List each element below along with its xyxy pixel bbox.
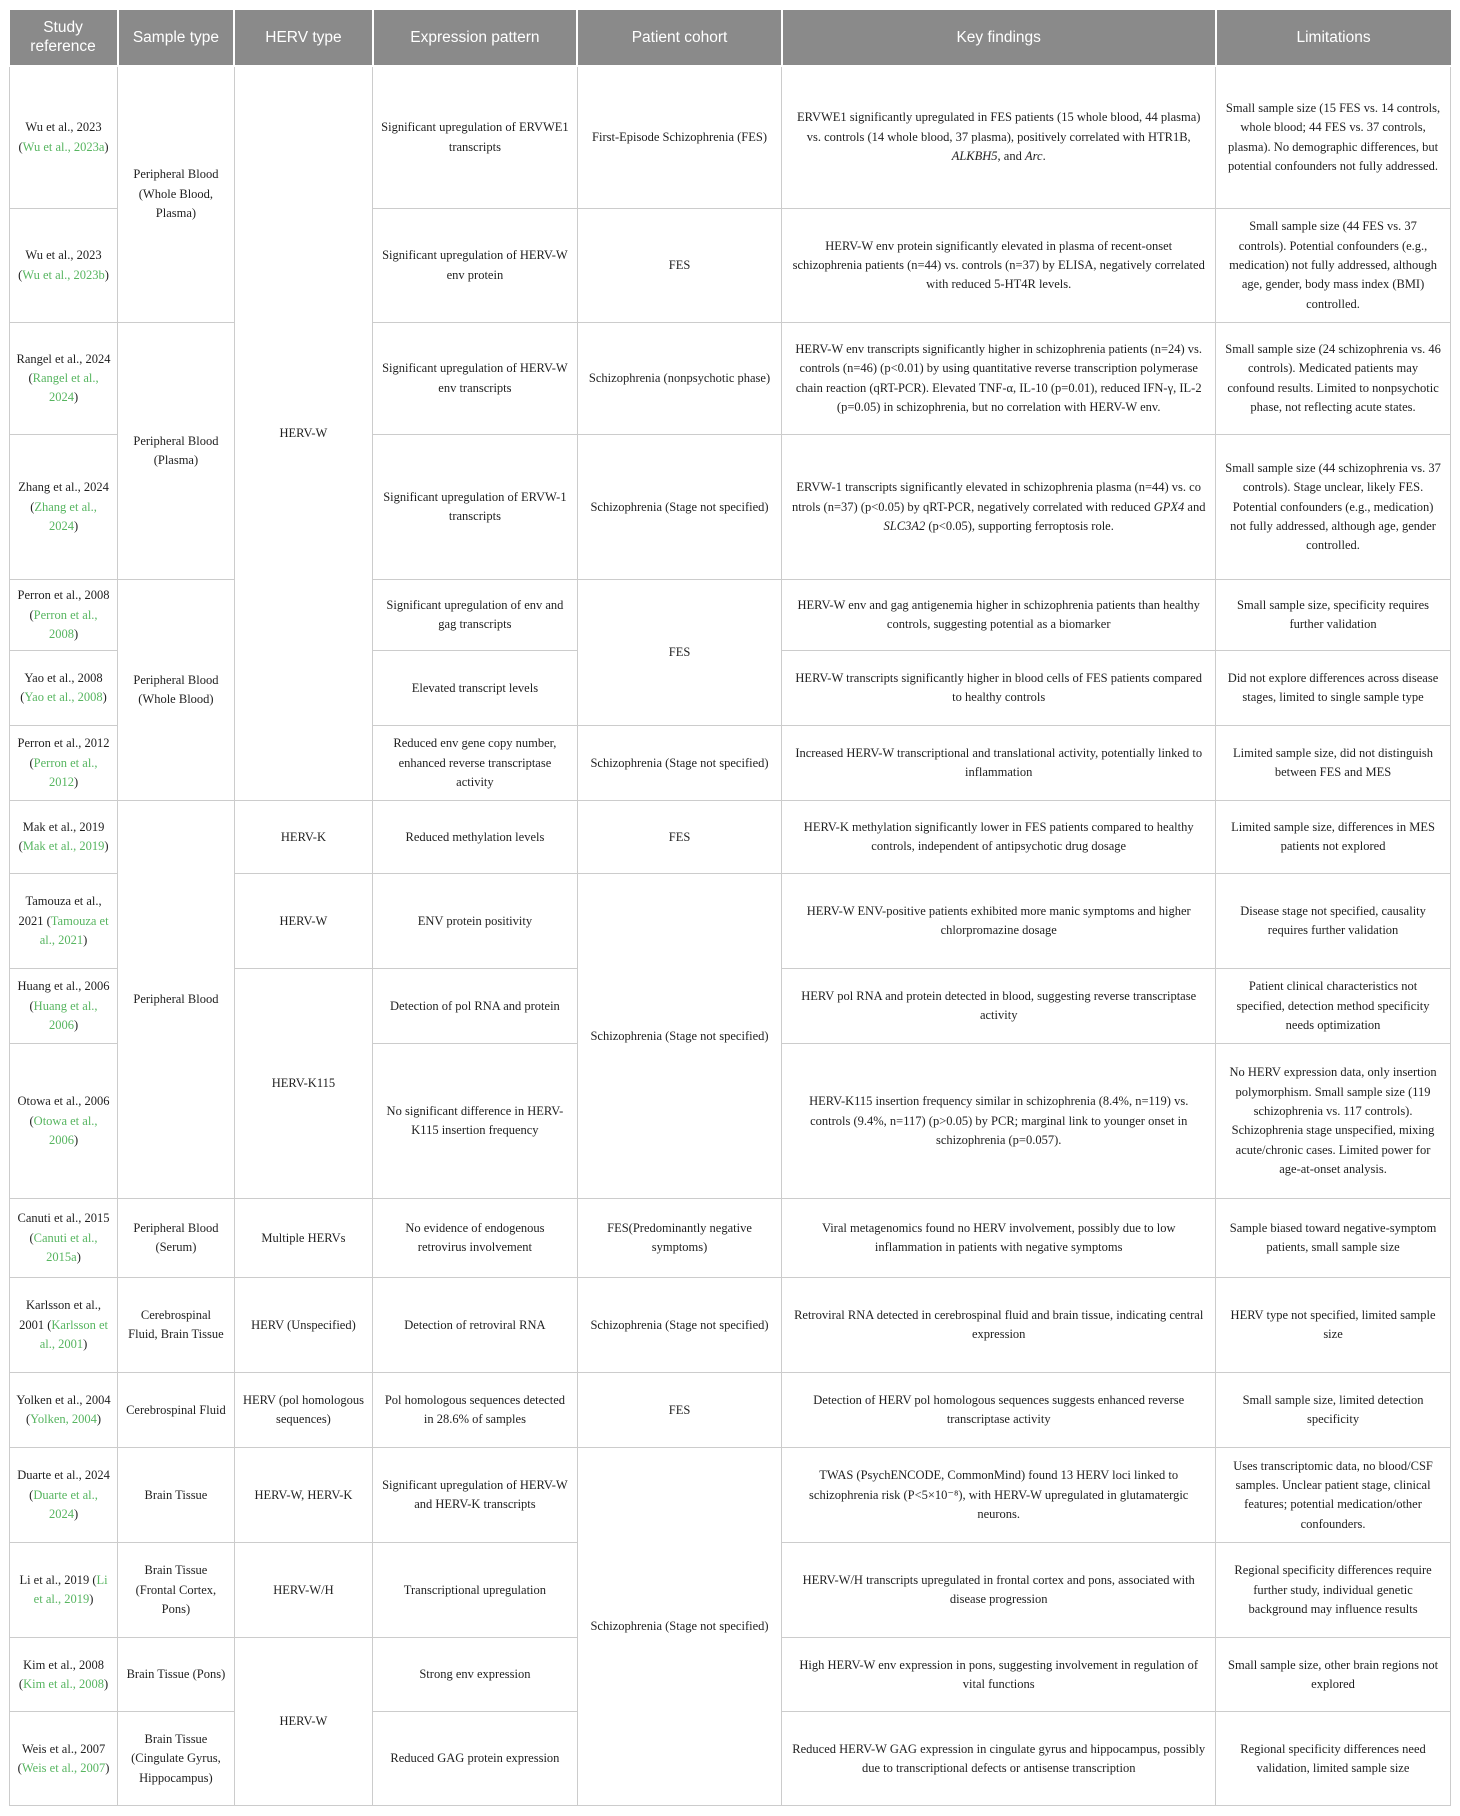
citation-link[interactable]: Weis et al., 2007 (21, 1760, 106, 1775)
citation-link[interactable]: Karlsson et al., 2001 (39, 1317, 108, 1352)
limitations-cell: Did not explore differences across disease stages, limited to single sample type (1216, 651, 1451, 726)
key-findings-cell: HERV-W transcripts significantly higher in blood cells of FES patients compared to healthy controls (782, 651, 1216, 726)
limitations-cell: Small sample size (15 FES vs. 14 controls, whole blood; 44 FES vs. 37 controls, plasma). No demographic differences, but potential confounders not fully addressed. (1216, 66, 1451, 209)
herv-type-cell: HERV-K (234, 801, 372, 874)
citation-link[interactable]: Perron et al., 2008 (33, 607, 98, 641)
citation-link[interactable]: Kim et al., 2008 (23, 1676, 104, 1691)
herv-type-cell: HERV-K115 (234, 969, 372, 1199)
citation-link[interactable]: Perron et al., 2012 (33, 755, 98, 790)
limitations-cell: HERV type not specified, limited sample size (1216, 1278, 1451, 1373)
limitations-cell: Sample biased toward negative-symptom patients, small sample size (1216, 1199, 1451, 1278)
expression-pattern-cell: Significant upregulation of ERVWE1 transcripts (373, 66, 578, 209)
citation-link[interactable]: Duarte et al., 2024 (33, 1487, 98, 1522)
expression-pattern-cell: Reduced env gene copy number, enhanced reverse transcriptase activity (373, 726, 578, 801)
column-header-limitations: Limitations (1216, 9, 1451, 66)
column-header-study-reference: Study reference (10, 9, 118, 66)
limitations-cell: Disease stage not specified, causality requires further validation (1216, 874, 1451, 969)
key-findings-cell: HERV-W env and gag antigenemia higher in schizophrenia patients than healthy controls, suggesting potential as a biomarker (782, 580, 1216, 651)
patient-cohort-cell: FES (577, 580, 782, 726)
citation-link[interactable]: Tamouza et al., 2021 (39, 913, 109, 948)
patient-cohort-cell: Schizophrenia (Stage not specified) (577, 435, 782, 580)
key-findings-cell: HERV-W env protein significantly elevated in plasma of recent-onset schizophrenia patients (n=44) vs. controls (n=37) by ELISA, negatively correlated with reduced 5-HT4R levels. (782, 209, 1216, 323)
sample-type-cell: Brain Tissue (Frontal Cortex, Pons) (118, 1543, 235, 1638)
header-row (10, 9, 1451, 66)
study-reference-cell: Perron et al., 2008 (Perron et al., 2008) (10, 580, 118, 651)
table-row (10, 1278, 1451, 1373)
expression-pattern-cell: Strong env expression (373, 1638, 578, 1712)
table-row (10, 801, 1451, 874)
study-reference-cell: Karlsson et al., 2001 (Karlsson et al., 2001) (10, 1278, 118, 1373)
study-reference-cell: Kim et al., 2008 (Kim et al., 2008) (10, 1638, 118, 1712)
herv-studies-table (9, 8, 1451, 1806)
citation-link[interactable]: Yolken, 2004 (30, 1412, 97, 1427)
limitations-cell: No HERV expression data, only insertion polymorphism. Small sample size (119 schizophrenia vs. 117 controls). Schizophrenia stage unspecified, mixing acute/chronic cases. Limited power for age-at-onset analysis. (1216, 1044, 1451, 1199)
key-findings-cell: TWAS (PsychENCODE, CommonMind) found 13 HERV loci linked to schizophrenia risk (P<5×10⁻⁸), with HERV-W upregulated in glutamatergic neurons. (782, 1448, 1216, 1543)
expression-pattern-cell: Significant upregulation of HERV-W and HERV-K transcripts (373, 1448, 578, 1543)
study-reference-cell: Perron et al., 2012 (Perron et al., 2012) (10, 726, 118, 801)
table-row (10, 1199, 1451, 1278)
study-reference-cell: Canuti et al., 2015 (Canuti et al., 2015a) (10, 1199, 118, 1278)
column-header-key-findings: Key findings (782, 9, 1216, 66)
study-reference-cell: Zhang et al., 2024 (Zhang et al., 2024) (10, 435, 118, 580)
column-header-sample-type: Sample type (118, 9, 235, 66)
herv-type-cell: HERV-W (234, 874, 372, 969)
citation-link[interactable]: Huang et al., 2006 (33, 998, 98, 1033)
study-reference-cell: Otowa et al., 2006 (Otowa et al., 2006) (10, 1044, 118, 1199)
expression-pattern-cell: Detection of retroviral RNA (373, 1278, 578, 1373)
sample-type-cell: Peripheral Blood (Whole Blood) (118, 580, 235, 801)
expression-pattern-cell: No evidence of endogenous retrovirus involvement (373, 1199, 578, 1278)
herv-type-cell: HERV (pol homologous sequences) (234, 1373, 372, 1448)
limitations-cell: Small sample size, specificity requires further validation (1216, 580, 1451, 651)
study-reference-cell: Weis et al., 2007 (Weis et al., 2007) (10, 1712, 118, 1806)
citation-link[interactable]: Yao et al., 2008 (24, 690, 103, 705)
key-findings-cell: HERV-W/H transcripts upregulated in frontal cortex and pons, associated with disease progression (782, 1543, 1216, 1638)
citation-link[interactable]: Wu et al., 2023b (22, 267, 105, 282)
key-findings-cell: HERV-K115 insertion frequency similar in schizophrenia (8.4%, n=119) vs. controls (9.4%, n=117) (p>0.05) by PCR; marginal link to younger onset in schizophrenia (p=0.057). (782, 1044, 1216, 1199)
expression-pattern-cell: Reduced methylation levels (373, 801, 578, 874)
expression-pattern-cell: Significant upregulation of HERV-W env transcripts (373, 323, 578, 435)
herv-type-cell: Multiple HERVs (234, 1199, 372, 1278)
herv-type-cell: HERV (Unspecified) (234, 1278, 372, 1373)
table-row (10, 66, 1451, 209)
expression-pattern-cell: No significant difference in HERV-K115 insertion frequency (373, 1044, 578, 1199)
limitations-cell: Uses transcriptomic data, no blood/CSF samples. Unclear patient stage, clinical features; potential medication/other confounders. (1216, 1448, 1451, 1543)
citation-link[interactable]: Otowa et al., 2006 (33, 1113, 98, 1148)
patient-cohort-cell: Schizophrenia (Stage not specified) (577, 1448, 782, 1806)
column-header-patient-cohort: Patient cohort (577, 9, 782, 66)
patient-cohort-cell: Schizophrenia (nonpsychotic phase) (577, 323, 782, 435)
citation-link[interactable]: Li et al., 2019 (33, 1573, 108, 1607)
limitations-cell: Small sample size, limited detection specificity (1216, 1373, 1451, 1448)
study-reference-cell: Huang et al., 2006 (Huang et al., 2006) (10, 969, 118, 1044)
limitations-cell: Small sample size, other brain regions not explored (1216, 1638, 1451, 1712)
sample-type-cell: Peripheral Blood (Serum) (118, 1199, 235, 1278)
patient-cohort-cell: FES (577, 209, 782, 323)
key-findings-cell: HERV-W env transcripts significantly higher in schizophrenia patients (n=24) vs. controls (n=46) (p<0.01) by using quantitative reverse transcription polymerase chain reaction (qRT-PCR). Elevated TNF-α, IL-10 (p=0.01), reduced IFN-γ, IL-2 (p=0.05) in schizophrenia, but no correlation with HERV-W env. (782, 323, 1216, 435)
limitations-cell: Small sample size (44 FES vs. 37 controls). Potential confounders (e.g., medication) not fully addressed, although age, gender, body mass index (BMI) controlled. (1216, 209, 1451, 323)
expression-pattern-cell: Detection of pol RNA and protein (373, 969, 578, 1044)
herv-type-cell: HERV-W, HERV-K (234, 1448, 372, 1543)
study-reference-cell: Duarte et al., 2024 (Duarte et al., 2024) (10, 1448, 118, 1543)
expression-pattern-cell: Significant upregulation of HERV-W env protein (373, 209, 578, 323)
citation-link[interactable]: Wu et al., 2023a (22, 139, 105, 154)
key-findings-cell: HERV pol RNA and protein detected in blood, suggesting reverse transcriptase activity (782, 969, 1216, 1044)
patient-cohort-cell: First-Episode Schizophrenia (FES) (577, 66, 782, 209)
citation-link[interactable]: Canuti et al., 2015a (33, 1230, 98, 1265)
key-findings-cell: Viral metagenomics found no HERV involvement, possibly due to low inflammation in patients with negative symptoms (782, 1199, 1216, 1278)
patient-cohort-cell: Schizophrenia (Stage not specified) (577, 726, 782, 801)
patient-cohort-cell: Schizophrenia (Stage not specified) (577, 874, 782, 1199)
table-row (10, 323, 1451, 435)
expression-pattern-cell: Transcriptional upregulation (373, 1543, 578, 1638)
study-reference-cell: Wu et al., 2023 (Wu et al., 2023a) (10, 66, 118, 209)
patient-cohort-cell: FES (577, 1373, 782, 1448)
table-header (10, 9, 1451, 66)
limitations-cell: Patient clinical characteristics not specified, detection method specificity needs optimization (1216, 969, 1451, 1044)
limitations-cell: Limited sample size, did not distinguish between FES and MES (1216, 726, 1451, 801)
sample-type-cell: Brain Tissue (Pons) (118, 1638, 235, 1712)
expression-pattern-cell: Significant upregulation of ERVW-1 transcripts (373, 435, 578, 580)
patient-cohort-cell: FES(Predominantly negative symptoms) (577, 1199, 782, 1278)
sample-type-cell: Peripheral Blood (118, 801, 235, 1199)
table-row (10, 580, 1451, 651)
sample-type-cell: Brain Tissue (Cingulate Gyrus, Hippocampus) (118, 1712, 235, 1806)
limitations-cell: Regional specificity differences need validation, limited sample size (1216, 1712, 1451, 1806)
study-reference-cell: Wu et al., 2023 (Wu et al., 2023b) (10, 209, 118, 323)
citation-link[interactable]: Mak et al., 2019 (22, 839, 105, 854)
study-reference-cell: Mak et al., 2019 (Mak et al., 2019) (10, 801, 118, 874)
sample-type-cell: Peripheral Blood (Plasma) (118, 323, 235, 580)
expression-pattern-cell: Pol homologous sequences detected in 28.6% of samples (373, 1373, 578, 1448)
key-findings-cell: High HERV-W env expression in pons, suggesting involvement in regulation of vital functions (782, 1638, 1216, 1712)
sample-type-cell: Brain Tissue (118, 1448, 235, 1543)
key-findings-cell: HERV-K methylation significantly lower in FES patients compared to healthy controls, independent of antipsychotic drug dosage (782, 801, 1216, 874)
limitations-cell: Small sample size (24 schizophrenia vs. 46 controls). Medicated patients may confound results. Limited to nonpsychotic phase, not reflecting acute states. (1216, 323, 1451, 435)
study-reference-cell: Yolken et al., 2004 (Yolken, 2004) (10, 1373, 118, 1448)
table-row (10, 1448, 1451, 1543)
patient-cohort-cell: FES (577, 801, 782, 874)
table-body (10, 66, 1451, 1806)
herv-type-cell: HERV-W (234, 66, 372, 801)
limitations-cell: Small sample size (44 schizophrenia vs. 37 controls). Stage unclear, likely FES. Potential confounders (e.g., medication) not fully addressed, although age, gender controlled. (1216, 435, 1451, 580)
expression-pattern-cell: Reduced GAG protein expression (373, 1712, 578, 1806)
limitations-cell: Limited sample size, differences in MES patients not explored (1216, 801, 1451, 874)
study-reference-cell: Rangel et al., 2024 (Rangel et al., 2024) (10, 323, 118, 435)
patient-cohort-cell: Schizophrenia (Stage not specified) (577, 1278, 782, 1373)
herv-type-cell: HERV-W/H (234, 1543, 372, 1638)
key-findings-cell: Retroviral RNA detected in cerebrospinal fluid and brain tissue, indicating central expression (782, 1278, 1216, 1373)
key-findings-cell: ERVWE1 significantly upregulated in FES patients (15 whole blood, 44 plasma) vs. controls (14 whole blood, 37 plasma), positively correlated with HTR1B, ALKBH5, and Arc. (782, 66, 1216, 209)
expression-pattern-cell: Significant upregulation of env and gag transcripts (373, 580, 578, 651)
expression-pattern-cell: ENV protein positivity (373, 874, 578, 969)
sample-type-cell: Cerebrospinal Fluid (118, 1373, 235, 1448)
sample-type-cell: Cerebrospinal Fluid, Brain Tissue (118, 1278, 235, 1373)
limitations-cell: Regional specificity differences require further study, individual genetic background may influence results (1216, 1543, 1451, 1638)
column-header-expression-pattern: Expression pattern (373, 9, 578, 66)
column-header-herv-type: HERV type (234, 9, 372, 66)
study-reference-cell: Yao et al., 2008 (Yao et al., 2008) (10, 651, 118, 726)
study-reference-cell: Li et al., 2019 (Li et al., 2019) (10, 1543, 118, 1638)
herv-type-cell: HERV-W (234, 1638, 372, 1806)
citation-link[interactable]: Zhang et al., 2024 (34, 499, 97, 533)
table-row (10, 1373, 1451, 1448)
key-findings-cell: HERV-W ENV-positive patients exhibited more manic symptoms and higher chlorpromazine dosage (782, 874, 1216, 969)
key-findings-cell: ERVW-1 transcripts significantly elevated in schizophrenia plasma (n=44) vs. co ntrols (n=37) (p<0.05) by qRT-PCR, negatively correlated with reduced GPX4 and SLC3A2 (p<0.05), supporting ferroptosis role. (782, 435, 1216, 580)
key-findings-cell: Reduced HERV-W GAG expression in cingulate gyrus and hippocampus, possibly due to transcriptional defects or antisense transcription (782, 1712, 1216, 1806)
key-findings-cell: Detection of HERV pol homologous sequences suggests enhanced reverse transcriptase activity (782, 1373, 1216, 1448)
citation-link[interactable]: Rangel et al., 2024 (32, 371, 99, 405)
key-findings-cell: Increased HERV-W transcriptional and translational activity, potentially linked to inflammation (782, 726, 1216, 801)
sample-type-cell: Peripheral Blood (Whole Blood, Plasma) (118, 66, 235, 323)
expression-pattern-cell: Elevated transcript levels (373, 651, 578, 726)
study-reference-cell: Tamouza et al., 2021 (Tamouza et al., 2021) (10, 874, 118, 969)
